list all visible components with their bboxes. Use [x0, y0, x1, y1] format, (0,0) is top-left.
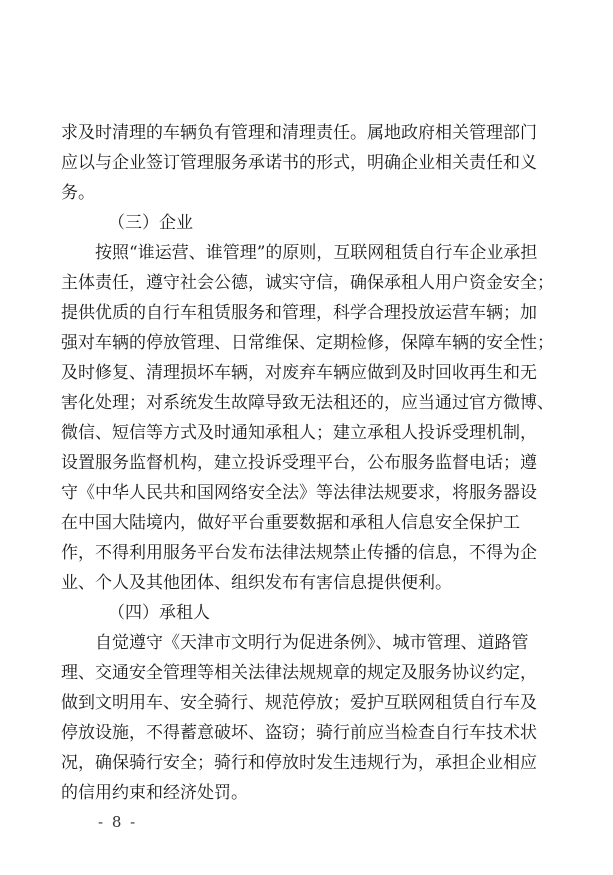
text-line-20: 做到文明用车、安全骑行、规范停放；爱护互联网租赁自行车及 — [61, 693, 537, 713]
page-number: - 8 - — [98, 813, 138, 831]
section-heading-renter: （四）承租人 — [108, 603, 210, 623]
text-line-1: 求及时清理的车辆负有管理和清理责任。属地政府相关管理部门 — [61, 123, 537, 143]
text-line-5: 按照“谁运营、谁管理”的原则，互联网租赁自行车企业承担 — [95, 243, 538, 263]
text-line-23: 的信用约束和经济处罚。 — [61, 783, 248, 803]
section-heading-enterprise: （三）企业 — [108, 213, 193, 233]
text-line-2: 应以与企业签订管理服务承诺书的形式，明确企业相关责任和义 — [61, 153, 537, 173]
text-line-12: 设置服务监督机构，建立投诉受理平台，公布服务监督电话；遵 — [61, 453, 537, 473]
text-line-15: 作，不得利用服务平台发布法律法规禁止传播的信息，不得为企 — [61, 543, 537, 563]
text-line-16: 业、个人及其他团体、组织发布有害信息提供便利。 — [61, 573, 452, 593]
text-line-21: 停放设施，不得蓄意破坏、盗窃；骑行前应当检查自行车技术状 — [61, 723, 537, 743]
text-line-7: 提供优质的自行车租赁服务和管理，科学合理投放运营车辆；加 — [61, 303, 537, 323]
text-line-10: 害化处理；对系统发生故障导致无法租还的，应当通过官方微博、 — [61, 393, 554, 413]
text-line-18: 自觉遵守《天津市文明行为促进条例》、城市管理、道路管 — [95, 633, 529, 653]
text-line-22: 况，确保骑行安全；骑行和停放时发生违规行为，承担企业相应 — [61, 753, 537, 773]
text-line-8: 强对车辆的停放管理、日常维保、定期检修，保障车辆的安全性； — [61, 333, 554, 353]
text-line-9: 及时修复、清理损坏车辆，对废弃车辆应做到及时回收再生和无 — [61, 363, 537, 383]
text-line-6: 主体责任，遵守社会公德，诚实守信，确保承租人用户资金安全； — [61, 273, 554, 293]
text-line-11: 微信、短信等方式及时通知承租人；建立承租人投诉受理机制， — [61, 423, 537, 443]
text-line-13: 守《中华人民共和国网络安全法》等法律法规要求，将服务器设 — [61, 483, 537, 503]
text-line-14: 在中国大陆境内，做好平台重要数据和承租人信息安全保护工 — [61, 513, 520, 533]
text-line-19: 理、交通安全管理等相关法律法规规章的规定及服务协议约定， — [61, 663, 537, 683]
text-line-3: 务。 — [61, 183, 95, 203]
